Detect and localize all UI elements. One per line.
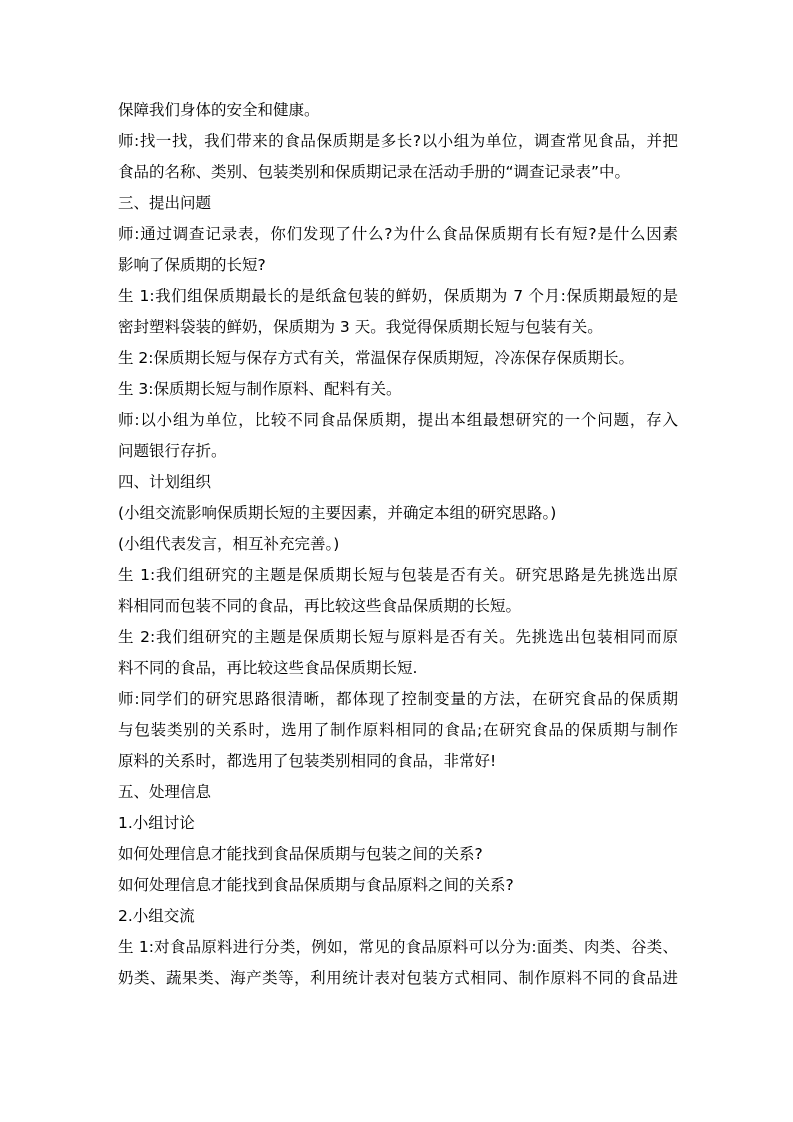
text-line: 如何处理信息才能找到食品保质期与包装之间的关系? [118, 845, 483, 863]
section-heading: 四、计划组织 [118, 473, 212, 491]
section-heading: 五、处理信息 [118, 783, 212, 801]
text-line: 生 1:我们组研究的主题是保质期长短与包装是否有关。研究思路是先挑选出原 [118, 566, 678, 584]
text-line: 生 2:我们组研究的主题是保质期长短与原料是否有关。先挑选出包装相同而原 [118, 628, 678, 646]
text-line: 料不同的食品，再比较这些食品保质期长短. [118, 659, 418, 677]
section-heading: 三、提出问题 [118, 194, 212, 212]
text-line: 师:同学们的研究思路很清晰，都体现了控制变量的方法，在研究食品的保质期 [118, 690, 678, 708]
text-line: 原料的关系时，都选用了包装类别相同的食品，非常好! [118, 752, 497, 770]
text-line: 如何处理信息才能找到食品保质期与食品原料之间的关系? [118, 876, 514, 894]
text-line: 与包装类别的关系时，选用了制作原料相同的食品;在研究食品的保质期与制作 [118, 721, 678, 739]
text-line: 密封塑料袋装的鲜奶，保质期为 3 天。我觉得保质期长短与包装有关。 [118, 318, 603, 336]
document-body [118, 95, 678, 994]
text-line: 食品的名称、类别、包装类别和保质期记录在活动手册的“调查记录表”中。 [118, 163, 631, 181]
text-line: 生 3:保质期长短与制作原料、配料有关。 [118, 380, 402, 398]
text-line: (小组代表发言，相互补充完善。) [118, 535, 340, 553]
text-line: 师:通过调查记录表，你们发现了什么?为什么食品保质期有长有短?是什么因素 [118, 225, 678, 243]
text-line: 生 1:我们组保质期最长的是纸盒包装的鲜奶，保质期为 7 个月:保质期最短的是 [118, 287, 678, 305]
text-line: 料相同而包装不同的食品，再比较这些食品保质期的长短。 [118, 597, 522, 615]
text-line: (小组交流影响保质期长短的主要因素，并确定本组的研究思路。) [118, 504, 557, 522]
text-line: 问题银行存折。 [118, 442, 227, 460]
text-line: 保障我们身体的安全和健康。 [118, 101, 320, 119]
text-line: 师:找一找，我们带来的食品保质期是多长?以小组为单位，调查常见食品，并把 [118, 132, 678, 150]
text-line: 影响了保质期的长短? [118, 256, 266, 274]
text-line: 生 2:保质期长短与保存方式有关，常温保存保质期短，冷冻保存保质期长。 [118, 349, 635, 367]
text-line: 生 1:对食品原料进行分类，例如，常见的食品原料可以分为:面类、肉类、谷类、 [118, 938, 678, 956]
subsection-heading: 1.小组讨论 [118, 814, 195, 832]
subsection-heading: 2.小组交流 [118, 907, 195, 925]
text-line: 奶类、蔬果类、海产类等，利用统计表对包装方式相同、制作原料不同的食品进 [118, 969, 678, 987]
text-line: 师:以小组为单位，比较不同食品保质期，提出本组最想研究的一个问题，存入 [118, 411, 678, 429]
